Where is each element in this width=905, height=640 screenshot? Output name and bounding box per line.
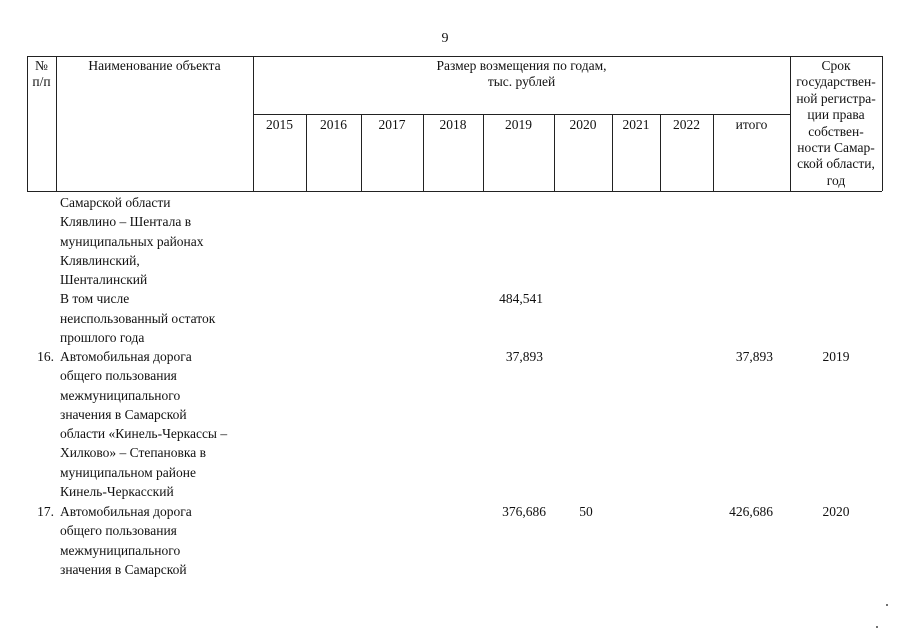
header-bottom-border	[27, 191, 882, 192]
name-line: общего пользования	[60, 368, 177, 384]
term-header-line: ности Самар-	[797, 140, 875, 156]
value-total: 426,686	[729, 504, 773, 519]
subnote-line: прошлого года	[60, 330, 145, 346]
name-column-header: Наименование объекта	[88, 58, 221, 73]
name-line: Кинель-Черкасский	[60, 484, 174, 500]
name-line: Хилково» – Степановка в	[60, 445, 206, 461]
year-header-2020: 2020	[569, 117, 597, 132]
name-line: Шенталинский	[60, 272, 148, 288]
value-2019: 37,893	[505, 349, 543, 364]
term-header-line: государствен-	[796, 74, 876, 90]
term-header-line: год	[826, 172, 846, 188]
value-2019: 376,686	[502, 504, 546, 519]
total-header: итого	[735, 117, 768, 132]
name-line: значения в Самарской	[60, 561, 187, 577]
amount-header-line: Размер возмещения по годам,	[436, 58, 607, 73]
term-column-header	[790, 58, 882, 189]
name-line: межмуниципального	[60, 387, 181, 403]
term-header-line: ной регистра-	[796, 90, 876, 106]
name-line: муниципальных районах	[60, 233, 204, 249]
name-line: общего пользования	[60, 523, 177, 539]
year-header-2021: 2021	[622, 117, 650, 132]
row-number: 17.	[37, 504, 54, 519]
years-row-border	[253, 114, 790, 115]
scan-speck	[876, 626, 878, 628]
name-line: значения в Самарской	[60, 406, 187, 422]
name-line: Клявлино – Шентала в	[60, 214, 192, 230]
name-line: межмуниципального	[60, 542, 181, 558]
year-header-2019: 2019	[505, 117, 532, 132]
value-2020: 50	[579, 504, 593, 519]
year-header-2022: 2022	[673, 117, 700, 132]
scan-speck	[886, 604, 888, 606]
year-header-2017: 2017	[378, 117, 406, 132]
value-term: 2019	[822, 349, 850, 364]
num-header-line: п/п	[32, 74, 51, 89]
term-header-line: ской области,	[797, 156, 875, 172]
value-term: 2020	[822, 504, 850, 519]
name-line: Самарской области	[60, 195, 171, 210]
year-header-2016: 2016	[320, 117, 347, 132]
subnote-line: неиспользованный остаток	[60, 310, 216, 326]
name-line: Автомобильная дорога	[60, 504, 192, 519]
term-header-line: собствен-	[808, 123, 864, 139]
row-name	[60, 347, 260, 501]
subnote-line: В том числе	[60, 291, 130, 307]
name-line: Автомобильная дорога	[60, 349, 192, 364]
row-name	[60, 502, 260, 579]
year-header-2015: 2015	[266, 117, 293, 132]
name-line: Клявлинский,	[60, 252, 140, 268]
column-divider	[56, 56, 57, 191]
amount-header-line: тыс. рублей	[487, 74, 556, 89]
amount-group-header	[253, 58, 790, 90]
subnote-value-2019: 484,541	[499, 291, 543, 306]
year-header-2018: 2018	[439, 117, 467, 132]
num-column-header	[27, 58, 56, 90]
header-top-border	[27, 56, 882, 57]
name-line: муниципальном районе	[60, 464, 196, 480]
term-header-line: Срок	[821, 58, 851, 73]
name-line: области «Кинель-Черкассы –	[60, 426, 228, 442]
term-header-line: ции права	[807, 107, 865, 123]
num-header-line: №	[35, 58, 48, 73]
value-total: 37,893	[735, 349, 773, 364]
column-divider	[882, 56, 883, 191]
continuation-name	[60, 193, 260, 347]
page-number: 9	[441, 31, 449, 46]
row-number: 16.	[37, 349, 54, 364]
